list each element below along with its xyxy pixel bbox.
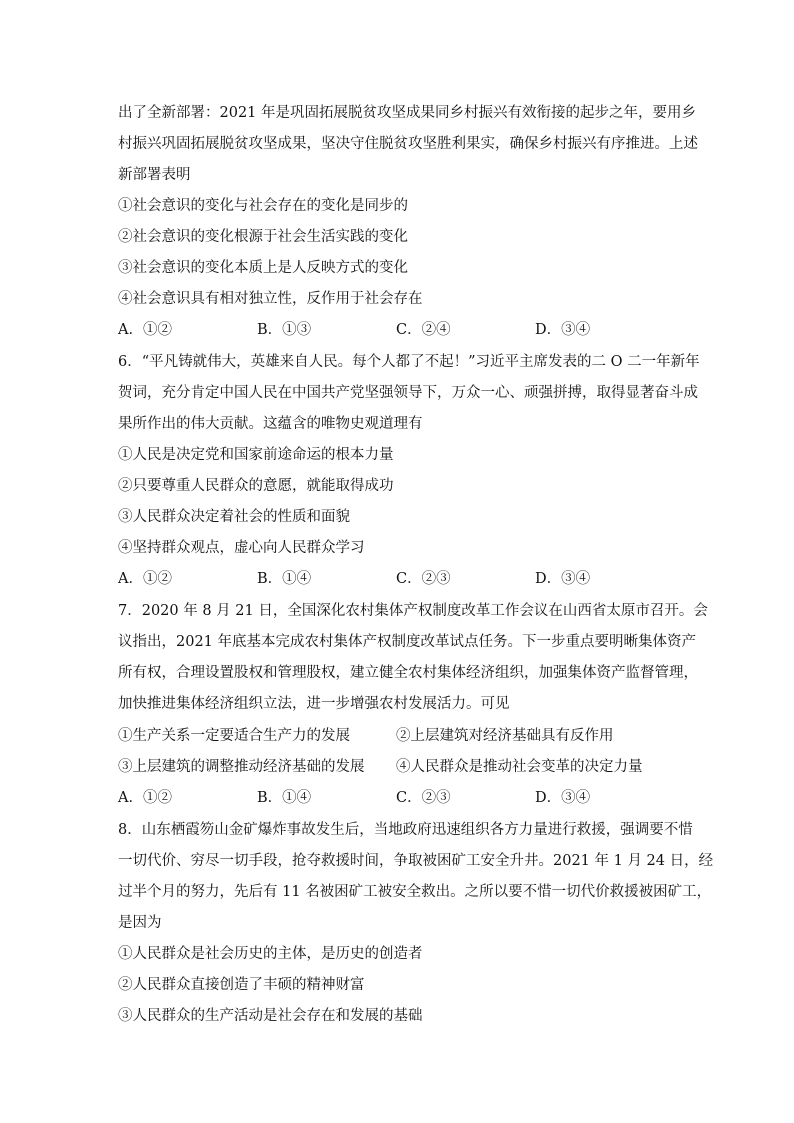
q7-stem-line-1: 7．2020 年 8 月 21 日，全国深化农村集体产权制度改革工作会议在山西省太原市召开。会 (118, 603, 708, 619)
q5-statement-3: ③社会意识的变化本质上是人反映方式的变化 (118, 260, 408, 276)
q7-stem-line-3: 所有权，合理设置股权和管理股权，建立健全农村集体经济组织，加强集体资产监督管理， (118, 665, 698, 681)
q5-option-d: D．③④ (535, 322, 591, 338)
q6-statement-3: ③人民群众决定着社会的性质和面貌 (118, 509, 350, 525)
q7-statement-3: ③上层建筑的调整推动经济基础的发展 (118, 759, 365, 775)
q7-statement-2: ②上层建筑对经济基础具有反作用 (396, 728, 614, 744)
q6-option-d: D．③④ (535, 571, 591, 587)
q5-option-b: B．①③ (257, 322, 312, 338)
q5-stem-line-1: 出了全新部署：2021 年是巩固拓展脱贫攻坚成果同乡村振兴有效衔接的起步之年，要用乡 (118, 105, 697, 121)
q6-stem-line-2: 贺词，充分肯定中国人民在中国共产党坚强领导下，万众一心、顽强拼搏，取得显著奋斗成 (118, 385, 698, 401)
q5-statement-2: ②社会意识的变化根源于社会生活实践的变化 (118, 229, 408, 245)
q6-option-b: B．①④ (257, 571, 312, 587)
q8-stem-line-4: 是因为 (118, 915, 162, 931)
q5-stem-line-3: 新部署表明 (118, 167, 191, 183)
q7-statement-4: ④人民群众是推动社会变革的决定力量 (396, 759, 643, 775)
q7-option-c: C．②③ (396, 790, 451, 806)
q8-stem-line-3: 过半个月的努力，先后有 11 名被困矿工被安全救出。之所以要不惜一切代价救援被困矿工， (118, 884, 712, 900)
q6-statement-1: ①人民是决定党和国家前途命运的根本力量 (118, 447, 394, 463)
q5-stem-line-2: 村振兴巩固拓展脱贫攻坚成果，坚决守住脱贫攻坚胜利果实，确保乡村振兴有序推进。上述 (118, 136, 698, 152)
q8-statement-3: ③人民群众的生产活动是社会存在和发展的基础 (118, 1008, 423, 1024)
q8-statement-2: ②人民群众直接创造了丰硕的精神财富 (118, 977, 365, 993)
q6-statement-2: ②只要尊重人民群众的意愿，就能取得成功 (118, 478, 394, 494)
q8-stem-line-2: 一切代价、穷尽一切手段，抢夺救援时间，争取被困矿工安全升井。2021 年 1 月 24 日，经 (118, 853, 714, 869)
q6-stem-line-3: 果所作出的伟大贡献。这蕴含的唯物史观道理有 (118, 416, 423, 432)
q6-option-c: C．②③ (396, 571, 451, 587)
q5-option-a: A．①② (118, 322, 172, 338)
q6-statement-4: ④坚持群众观点，虚心向人民群众学习 (118, 540, 365, 556)
q7-statement-1: ①生产关系一定要适合生产力的发展 (118, 728, 350, 744)
q6-option-a: A．①② (118, 571, 172, 587)
q7-option-b: B．①④ (257, 790, 312, 806)
q8-stem-line-1: 8．山东栖霞笏山金矿爆炸事故发生后，当地政府迅速组织各方力量进行救援，强调要不惜 (118, 822, 693, 838)
q7-stem-line-2: 议指出，2021 年底基本完成农村集体产权制度改革试点任务。下一步重点要明晰集体资产 (118, 634, 697, 650)
q8-statement-1: ①人民群众是社会历史的主体，是历史的创造者 (118, 946, 423, 962)
q7-stem-line-4: 加快推进集体经济组织立法，进一步增强农村发展活力。可见 (118, 696, 510, 712)
q7-option-a: A．①② (118, 790, 172, 806)
q7-option-d: D．③④ (535, 790, 591, 806)
q5-statement-1: ①社会意识的变化与社会存在的变化是同步的 (118, 198, 408, 214)
q5-option-c: C．②④ (396, 322, 451, 338)
q6-stem-line-1: 6．“平凡铸就伟大，英雄来自人民。每个人都了不起！”习近平主席发表的二 O 二一年新年 (118, 354, 700, 370)
q5-statement-4: ④社会意识具有相对独立性，反作用于社会存在 (118, 291, 423, 307)
